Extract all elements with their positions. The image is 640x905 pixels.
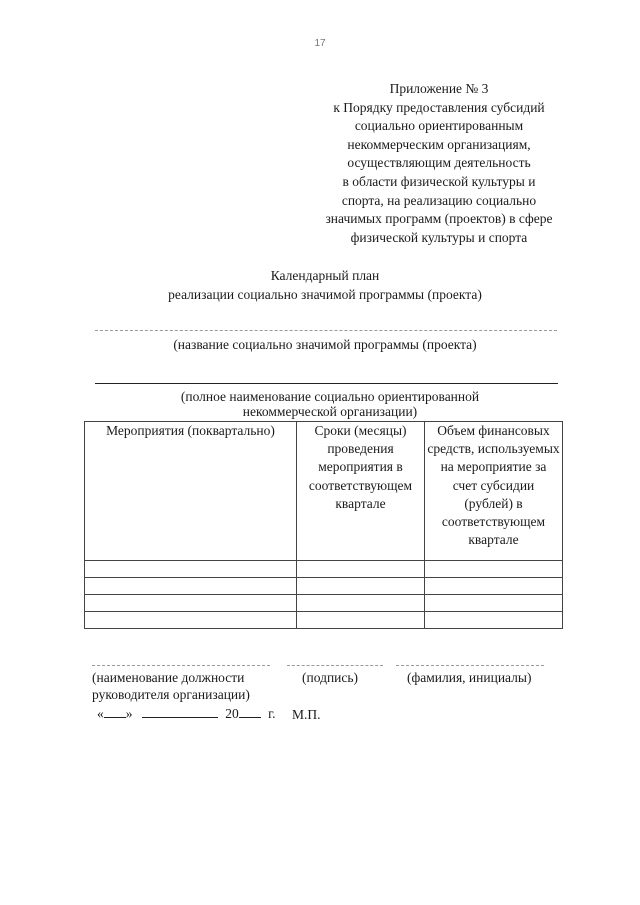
appendix-line: осуществляющим деятельность: [347, 155, 531, 171]
calendar-plan-table: [84, 421, 563, 629]
appendix-line: социально ориентированным: [354, 118, 524, 134]
table-cell[interactable]: [85, 578, 297, 595]
position-caption: [92, 669, 250, 703]
date-month-field[interactable]: [142, 707, 218, 718]
date-day-field[interactable]: [104, 707, 126, 718]
signature-caption: (подпись): [302, 670, 359, 685]
plan-title: [80, 266, 570, 304]
stamp-label: М.П.: [292, 707, 321, 722]
appendix-line: значимых программ (проектов) в сфере: [325, 211, 553, 227]
date-open-quote: «: [97, 706, 104, 721]
table-cell[interactable]: [297, 595, 425, 612]
position-field[interactable]: [92, 665, 270, 666]
appendix-heading: [300, 80, 578, 247]
date-year-field[interactable]: [239, 707, 261, 718]
full-name-field[interactable]: [396, 665, 544, 666]
header-activities: Мероприятия (поквартально): [85, 422, 297, 561]
table-cell[interactable]: [297, 612, 425, 629]
appendix-line: в области физической культуры и: [342, 173, 536, 189]
table-cell[interactable]: [297, 578, 425, 595]
table-row: [85, 612, 563, 629]
plan-title-main: Календарный план: [270, 268, 380, 283]
table-cell[interactable]: [425, 595, 563, 612]
table-row: [85, 595, 563, 612]
header-funds: Объем финансовых средств, используемых на мероприятие за счет субсидии (рублей) в соответствующем квартале: [425, 422, 563, 561]
appendix-line: Приложение № 3: [389, 81, 489, 96]
organization-caption-line: (полное наименование социально ориентированной: [180, 389, 480, 404]
organization-caption: [140, 389, 520, 419]
table-row: [85, 561, 563, 578]
appendix-line: некоммерческим организациям,: [347, 136, 531, 152]
date-year-prefix: 20: [225, 706, 239, 721]
appendix-line: к Порядку предоставления субсидий: [333, 99, 545, 115]
position-caption-line: руководителя организации): [92, 687, 250, 702]
table-cell[interactable]: [85, 595, 297, 612]
organization-caption-line: некоммерческой организации): [242, 404, 418, 419]
table-row: [85, 578, 563, 595]
date-close-quote: »: [125, 706, 133, 721]
program-name-caption: (название социально значимой программы (проекта): [173, 337, 477, 352]
date-year-suffix: г.: [268, 706, 276, 721]
table-cell[interactable]: [85, 612, 297, 629]
table-cell[interactable]: [425, 561, 563, 578]
header-timing: Сроки (месяцы) проведения мероприятия в соответствующем квартале: [297, 422, 425, 561]
table-cell[interactable]: [425, 612, 563, 629]
signature-field[interactable]: [287, 665, 383, 666]
position-caption-line: (наименование должности: [92, 670, 245, 685]
appendix-line: спорта, на реализацию социально: [341, 192, 537, 208]
page-number: 17: [314, 38, 326, 49]
full-name-caption: (фамилия, инициалы): [407, 670, 532, 685]
plan-title-subtitle: реализации социально значимой программы (проекта): [168, 287, 482, 302]
table-cell[interactable]: [85, 561, 297, 578]
table-header-row: [85, 422, 563, 561]
table-cell[interactable]: [297, 561, 425, 578]
program-name-field[interactable]: [95, 330, 557, 331]
organization-name-field[interactable]: [95, 383, 558, 384]
appendix-line: физической культуры и спорта: [350, 229, 528, 245]
table-cell[interactable]: [425, 578, 563, 595]
date-line: [97, 706, 276, 722]
